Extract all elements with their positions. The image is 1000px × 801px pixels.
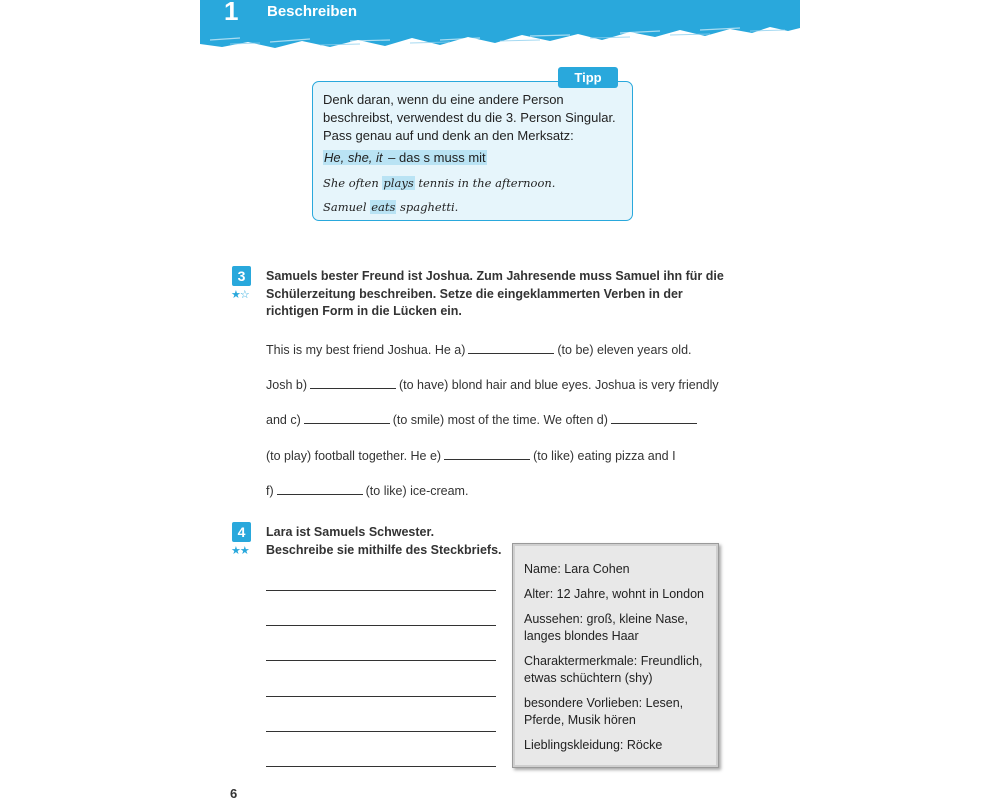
line-1-text-a: This is my best friend Joshua. He a) [266, 343, 466, 357]
line-4-text-b: (to like) eating pizza and I [533, 449, 676, 463]
profile-name: Name: Lara Cohen [524, 562, 630, 576]
profile-age: Alter: 12 Jahre, wohnt in London [524, 587, 704, 601]
tip-text: Denk daran, wenn du eine andere Person beschreibst, verwendest du die 3. Person Singular. Pass genau auf und denk an den Merksatz: [323, 92, 616, 143]
rule-highlight: He, she, it [324, 150, 383, 165]
writing-line[interactable] [266, 731, 496, 732]
task-3-number: 3 [232, 266, 251, 286]
blank-d[interactable] [611, 410, 697, 424]
task-3-line-4 [266, 446, 676, 463]
profile-clothing: Lieblingskleidung: Röcke [524, 738, 663, 752]
writing-line[interactable] [266, 590, 496, 591]
example-1-highlight: plays [383, 176, 414, 190]
task-3-stars-icon: ★☆ [231, 289, 249, 301]
profile-preferences: besondere Vorlieben: Lesen, Pferde, Musik hören [524, 696, 684, 727]
blank-c[interactable] [304, 410, 390, 424]
line-5-text-b: (to like) ice-cream. [365, 484, 469, 498]
example-2-pre: Samuel [323, 200, 371, 214]
page-number: 6 [230, 786, 238, 801]
line-1-text-b: (to be) eleven years old. [557, 343, 692, 357]
tip-example-2 [323, 200, 458, 214]
example-1-post: tennis in the afternoon. [414, 176, 556, 190]
profile-character: Charaktermerkmale: Freundlich, etwas schüchtern (shy) [524, 654, 703, 685]
task-3-instruction: Samuels bester Freund ist Joshua. Zum Jahresende muss Samuel ihn für die Schülerzeitung beschreiben. Setze die eingeklammerten Verben in der richtigen Form in die Lücken ein. [266, 269, 724, 318]
blank-e[interactable] [444, 446, 530, 460]
chapter-title: Beschreiben [267, 3, 358, 20]
blank-b[interactable] [310, 375, 396, 389]
task-4-instruction-1: Lara ist Samuels Schwester. [266, 525, 435, 539]
profile-appearance: Aussehen: groß, kleine Nase, langes blondes Haar [524, 612, 688, 643]
line-5-text-a: f) [266, 484, 274, 498]
line-2-text-a: Josh b) [266, 378, 307, 392]
example-1-pre: She often [323, 176, 383, 190]
writing-line[interactable] [266, 660, 496, 661]
line-2-text-b: (to have) blond hair and blue eyes. Joshua is very friendly [399, 378, 719, 392]
task-3-line-3 [266, 410, 700, 427]
writing-line[interactable] [266, 766, 496, 767]
task-4-number: 4 [232, 522, 251, 542]
blank-f[interactable] [277, 481, 363, 495]
task-4-stars-icon: ★★ [231, 545, 249, 557]
blank-a[interactable] [468, 340, 554, 354]
tip-example-1 [323, 176, 555, 190]
task-3-line-5 [266, 481, 468, 498]
line-3-text-a: and c) [266, 413, 301, 427]
writing-line[interactable] [266, 625, 496, 626]
task-3-line-2 [266, 375, 719, 392]
task-3-line-1 [266, 340, 692, 357]
tip-label: Tipp [558, 67, 618, 88]
rule-rest: – das s muss mit [384, 150, 486, 165]
tip-rule [323, 150, 487, 166]
chapter-number: 1 [224, 0, 239, 26]
writing-line[interactable] [266, 696, 496, 697]
task-4-instruction-2: Beschreibe sie mithilfe des Steckbriefs. [266, 543, 502, 557]
example-2-highlight: eats [371, 200, 396, 214]
line-3-text-b: (to smile) most of the time. We often d) [392, 413, 608, 427]
example-2-post: spaghetti. [396, 200, 459, 214]
line-4-text-a: (to play) football together. He e) [266, 449, 442, 463]
